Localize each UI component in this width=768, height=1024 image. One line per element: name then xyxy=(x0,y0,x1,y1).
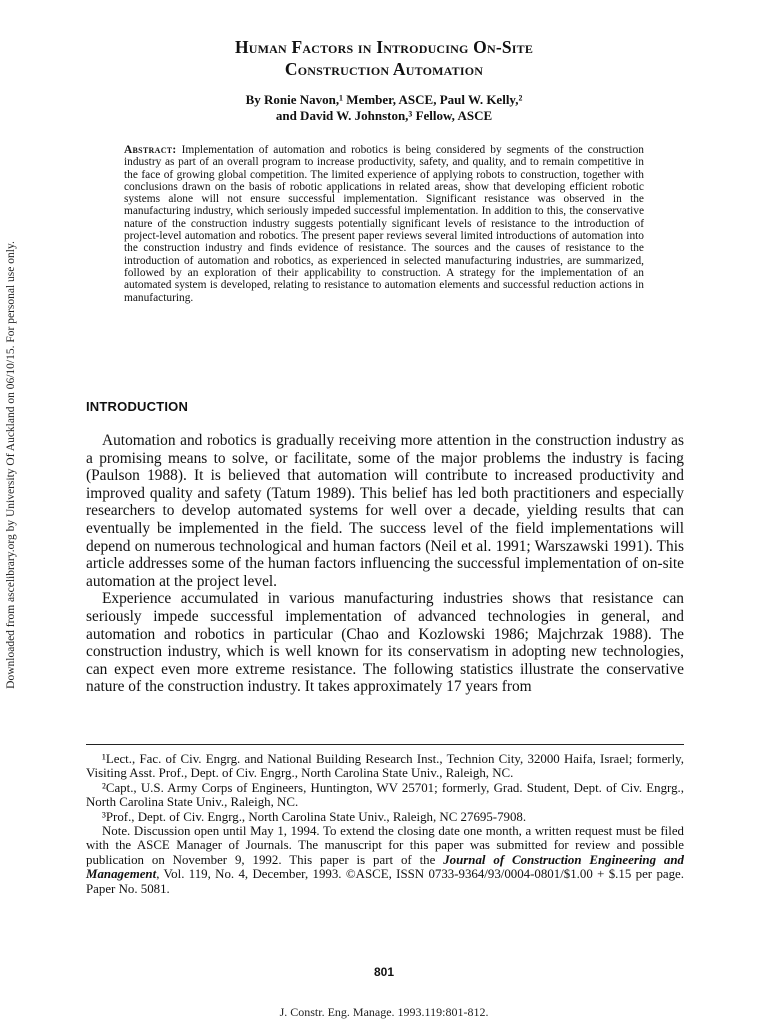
abstract-label: Abstract: xyxy=(124,144,177,156)
abstract xyxy=(124,144,644,304)
body-paragraph-2: Experience accumulated in various manufacturing industries shows that resistance can seriously impede successful implementation of advanced technologies in general, and automation and robotics in particular (Chao and Kozlowski 1986; Majchrzak 1988). The construction industry, which is well known for its conservatism in adopting new technologies, can expect even more extreme resistance. The following statistics illustrate the conservative nature of the construction industry. It takes approximately 17 years from xyxy=(86,590,684,696)
introduction-body xyxy=(86,432,684,696)
body-paragraph-1: Automation and robotics is gradually receiving more attention in the construction industry as a promising means to solve, or facilitate, some of the major problems the industry is facing (Paulson 1988). It is believed that automation will contribute to increased productivity and improved quality and safety (Tatum 1989). This belief has led both practitioners and especially researchers to develop automated systems for well over a decade, yielding results that can eventually be implemented in the field. The success level of the field implementations will depend on numerous technological and human factors (Neil et al. 1991; Warszawski 1991). This article addresses some of the human factors influencing the successful implementation of on-site automation at the project level. xyxy=(86,432,684,590)
footnote-divider xyxy=(86,744,684,745)
footnote-2: ²Capt., U.S. Army Corps of Engineers, Huntington, WV 25701; formerly, Grad. Student, Dept. of Civ. Engrg., North Carolina State Univ., Raleigh, NC. xyxy=(86,780,684,810)
footnotes xyxy=(86,752,684,896)
journal-name: Journal of Construction Engineering and Management xyxy=(86,852,684,882)
abstract-text: Implementation of automation and robotics is being considered by segments of the construction industry as part of an overall program to increase productivity, safety, and quality, and to remain competitive in the face of growing global competition. The limited experience of applying robots to construction, together with conclusions drawn on the basis of robotic applications in related areas, show that developing efficient robotic systems alone will not ensure successful implementation. Significant resistance was observed in the manufacturing industry, which seriously impeded successful implementation. In addition to this, the conservative nature of the construction industry suggests potentially significant levels of resistance to the introduction of project-level automation and robotics. The present paper reviews several limited introductions of automation into the construction industry and finds evidence of resistance. The sources and the causes of resistance to the introduction of automation and robotics, as experienced in selected manufacturing industries, are summarized, followed by an exploration of their applicability to construction. A strategy for the implementation of an automated system is developed, relating to resistance to automation elements and successful reduction actions in manufacturing. xyxy=(124,144,644,304)
footnote-1: ¹Lect., Fac. of Civ. Engrg. and National Building Research Inst., Technion City, 32000 Haifa, Israel; formerly, Visiting Asst. Prof., Dept. of Civ. Engrg., North Carolina State Univ., Raleigh, NC. xyxy=(86,752,684,781)
page-number: 801 xyxy=(373,965,395,979)
footnote-3: ³Prof., Dept. of Civ. Engrg., North Carolina State Univ., Raleigh, NC 27695-7908. xyxy=(102,809,527,824)
section-heading-introduction: INTRODUCTION xyxy=(86,399,189,414)
author-line-1: By Ronie Navon,¹ Member, ASCE, Paul W. Kelly,² xyxy=(245,92,523,107)
download-notice xyxy=(4,155,18,775)
paper-title xyxy=(100,36,668,80)
author-line-2: and David W. Johnston,³ Fellow, ASCE xyxy=(275,108,493,123)
paper-title-line-1: Human Factors in Introducing On-Site xyxy=(234,37,534,57)
note-text-after: , Vol. 119, No. 4, December, 1993. ©ASCE, ISSN 0733-9364/93/0004-0801/$1.00 + $.15 per page. Paper No. 5081. xyxy=(86,867,684,896)
author-list xyxy=(110,92,658,124)
note-text-before: Note. Discussion open until May 1, 1994. To extend the closing date one month, a written request must be filed with the ASCE Manager of Journals. The manuscript for this paper was submitted for review and possible publication on November 9, 1992. This paper is part of the xyxy=(86,824,684,867)
citation-footer: J. Constr. Eng. Manage. 1993.119:801-812. xyxy=(279,1005,489,1019)
discussion-note xyxy=(86,824,684,896)
download-notice-text: Downloaded from ascelibrary.org by University Of Auckland on 06/10/15. For personal use only. xyxy=(5,241,17,689)
paper-title-line-2: Construction Automation xyxy=(284,59,484,79)
